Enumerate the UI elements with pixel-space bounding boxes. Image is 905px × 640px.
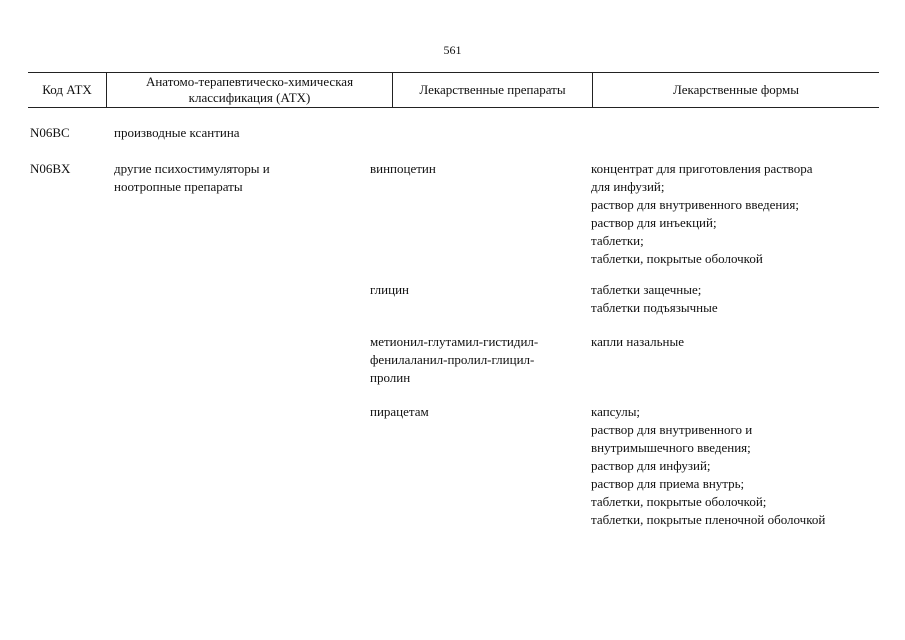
row5-drug: пирацетам: [370, 404, 429, 419]
row1-classification: производные ксантина: [114, 125, 240, 140]
row1-code: N06BC: [30, 125, 70, 140]
row3-drug: глицин: [370, 282, 409, 297]
row4-drug: метионил-глутамил-гистидил- фенилаланил-пролил-глицил- пролин: [370, 334, 539, 385]
header-forms: Лекарственные формы: [592, 73, 879, 107]
row2-code: N06BX: [30, 161, 71, 176]
row2-drug: винпоцетин: [370, 161, 436, 176]
row2-forms: концентрат для приготовления раствора для инфузий; раствор для внутривенного введения; раствор для инъекций; таблетки; таблетки, покрытые оболочкой: [591, 161, 813, 266]
header-drugs: Лекарственные препараты: [392, 73, 592, 107]
row5-forms: капсулы; раствор для внутривенного и внутримышечного введения; раствор для инфузий; раствор для приема внутрь; таблетки, покрытые оболочкой; таблетки, покрытые пленочной оболочкой: [591, 404, 826, 527]
header-code: Код АТХ: [42, 82, 92, 97]
row4-forms: капли назальные: [591, 334, 684, 349]
row3-forms: таблетки защечные; таблетки подъязычные: [591, 282, 718, 315]
header-classification: [106, 73, 392, 107]
table-header: [28, 72, 879, 108]
page-number: 561: [443, 43, 462, 57]
header-classification-label: Анатомо-терапевтическо-химическая классификация (АТХ): [145, 74, 354, 105]
row2-classification: другие психостимуляторы и ноотропные препараты: [114, 161, 270, 194]
